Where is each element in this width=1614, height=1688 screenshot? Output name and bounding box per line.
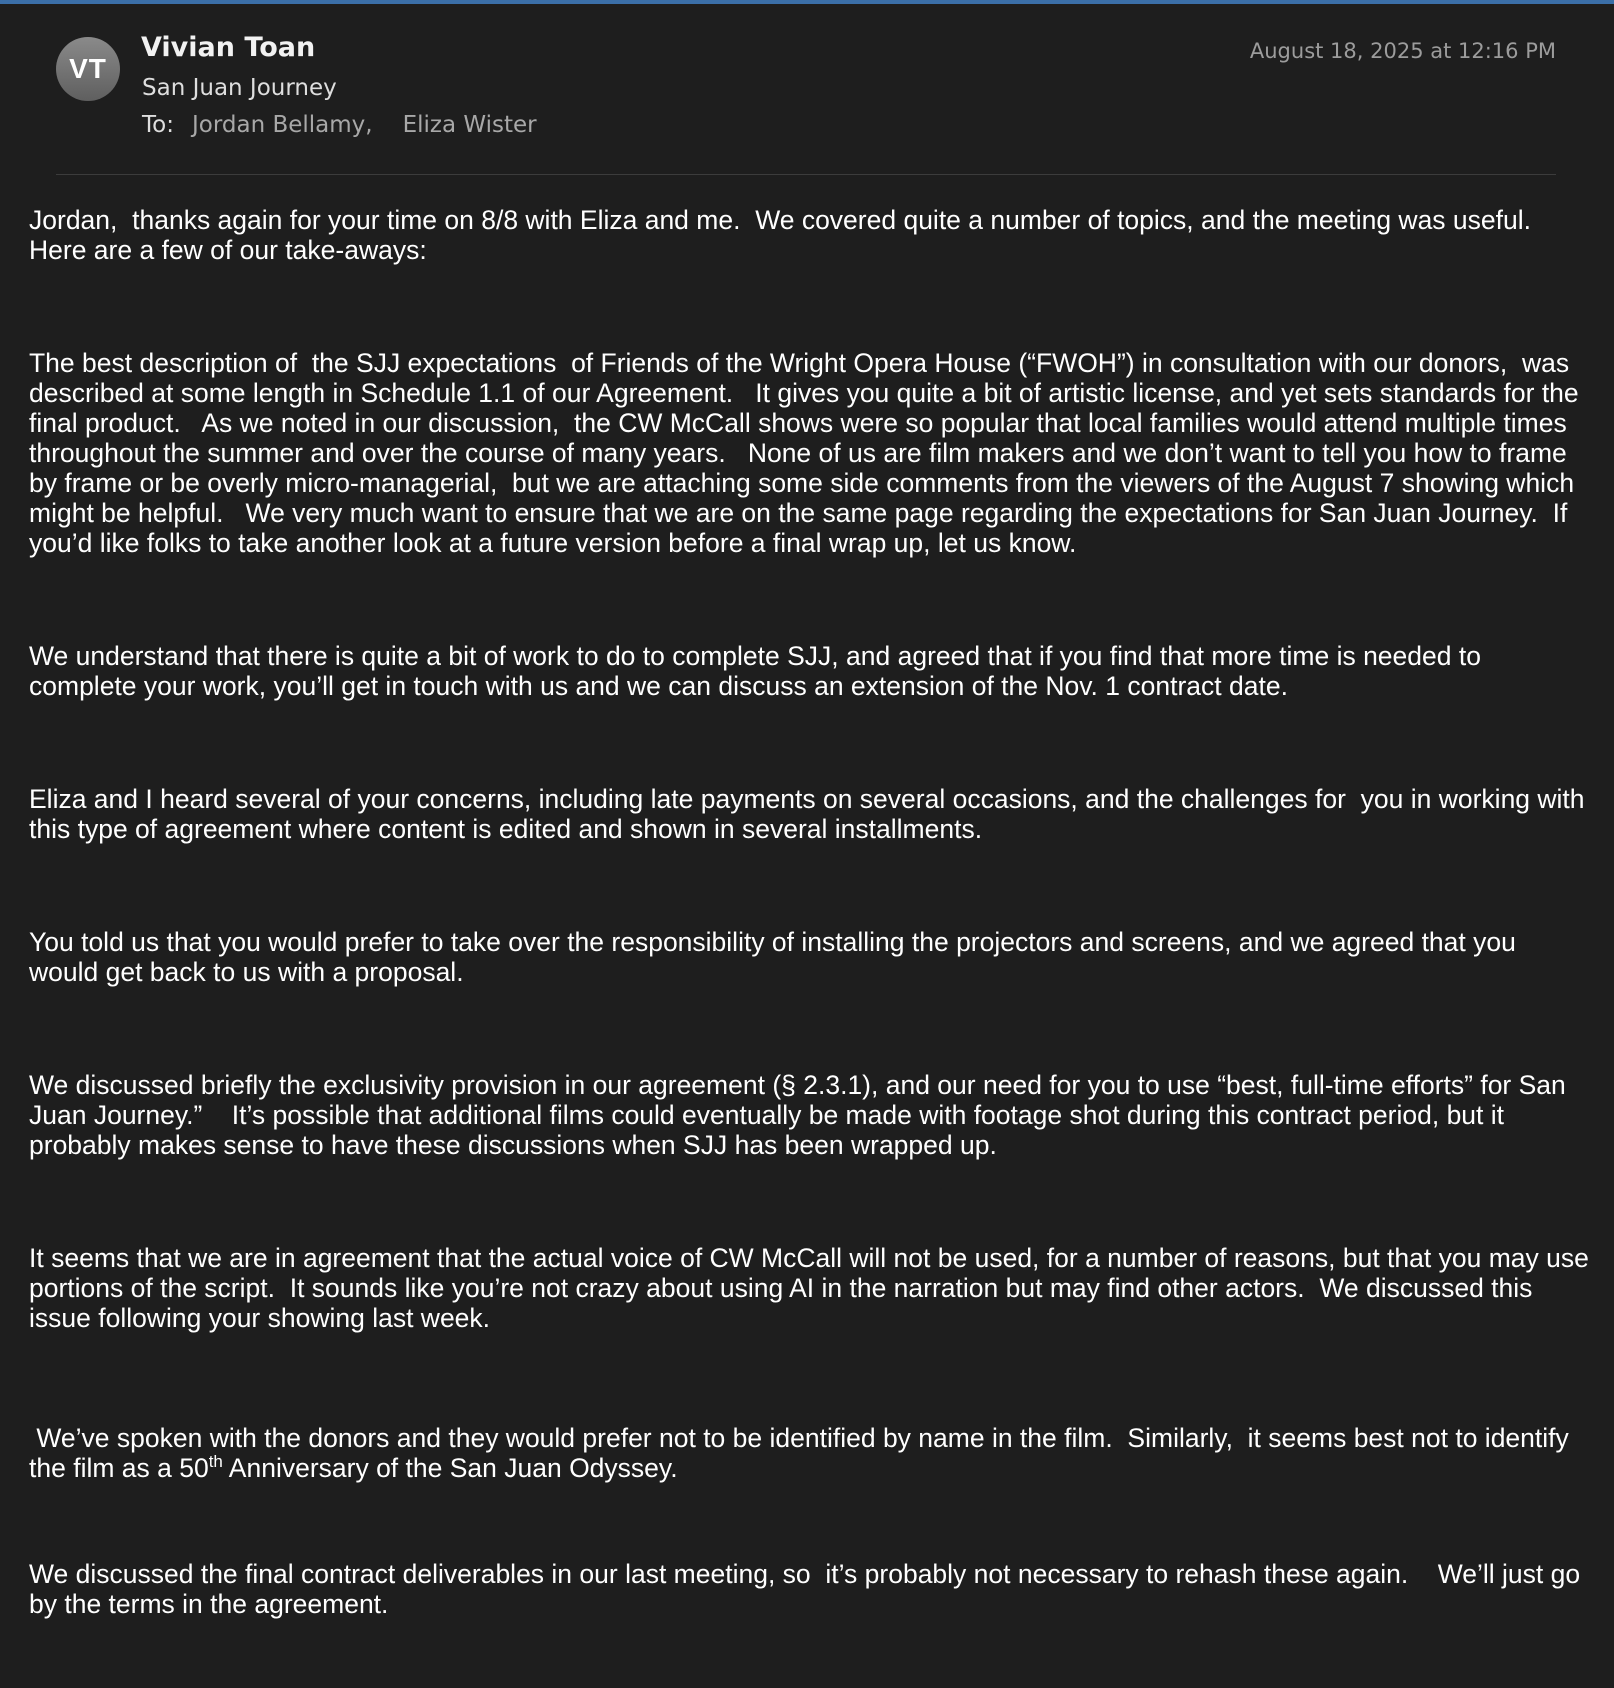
body-paragraph-3: We understand that there is quite a bit of work to do to complete SJJ, and agreed that if you find that more time is needed to complete your work, you’ll get in touch with us and we can discuss an extension of the Nov. 1 contract date.: [29, 641, 1489, 701]
body-paragraph-4: Eliza and I heard several of your concerns, including late payments on several occasions, and the challenges for you in working with this type of agreement where content is edited and shown in several installments.: [29, 784, 1592, 844]
to-label: To:: [142, 112, 174, 138]
body-paragraph-7: It seems that we are in agreement that the actual voice of CW McCall will not be used, for a number of reasons, but that you may use portions of the script. It sounds like you’re not crazy about using AI in the narration but may find other actors. We discussed this issue following your showing last week.: [29, 1243, 1597, 1333]
message-body: [29, 205, 1597, 1619]
ordinal-superscript: th: [208, 1452, 223, 1472]
body-paragraph-2: The best description of the SJJ expectations of Friends of the Wright Opera House (“FWOH”) in consultation with our donors, was described at some length in Schedule 1.1 of our Agreement. It gives you quite a bit of artistic license, and yet sets standards for the final product. As we noted in our discussion, the CW McCall shows were so popular that local families would attend multiple times throughout the summer and over the course of many years. None of us are film makers and we don’t want to tell you how to frame by frame or be overly micro-managerial, but we are attaching some side comments from the viewers of the August 7 showing which might be helpful. We very much want to ensure that we are on the same page regarding the expectations for San Juan Journey. If you’d like folks to take another look at a future version before a final wrap up, let us know.: [29, 348, 1587, 558]
body-paragraph-1: Jordan, thanks again for your time on 8/8 with Eliza and me. We covered quite a number of topics, and the meeting was useful. Here are a few of our take-aways:: [29, 205, 1546, 265]
header-divider: [56, 174, 1556, 175]
message-subject: San Juan Journey: [142, 75, 337, 101]
sender-name[interactable]: Vivian Toan: [141, 32, 316, 63]
sender-avatar[interactable]: VT: [56, 37, 120, 101]
recipients-line: [142, 112, 537, 138]
recipient-eliza-wister[interactable]: Eliza Wister: [402, 112, 537, 138]
body-paragraph-5: You told us that you would prefer to take over the responsibility of installing the projectors and screens, and we agreed that you would get back to us with a proposal.: [29, 927, 1524, 987]
recipient-jordan-bellamy[interactable]: Jordan Bellamy: [191, 112, 366, 138]
body-paragraph-8: [29, 1423, 1589, 1483]
recipient-separator: ,: [365, 112, 373, 138]
message-date: August 18, 2025 at 12:16 PM: [1249, 39, 1556, 63]
body-paragraph-8-end: Anniversary of the San Juan Odyssey.: [222, 1453, 678, 1483]
body-paragraph-6: We discussed briefly the exclusivity provision in our agreement (§ 2.3.1), and our need for you to use “best, full-time efforts” for San Juan Journey.” It’s possible that additional films could eventually be made with footage shot during this contract period, but it probably makes sense to have these discussions when SJJ has been wrapped up.: [29, 1070, 1574, 1160]
body-paragraph-9: We discussed the final contract deliverables in our last meeting, so it’s probably not necessary to rehash these again. We’ll just go by the terms in the agreement.: [29, 1559, 1588, 1619]
message-header: [0, 0, 1614, 176]
body-paragraph-8-text: We’ve spoken with the donors and they would prefer not to be identified by name in the film. Similarly, it seems best not to identify the film as a 50: [29, 1423, 1577, 1483]
